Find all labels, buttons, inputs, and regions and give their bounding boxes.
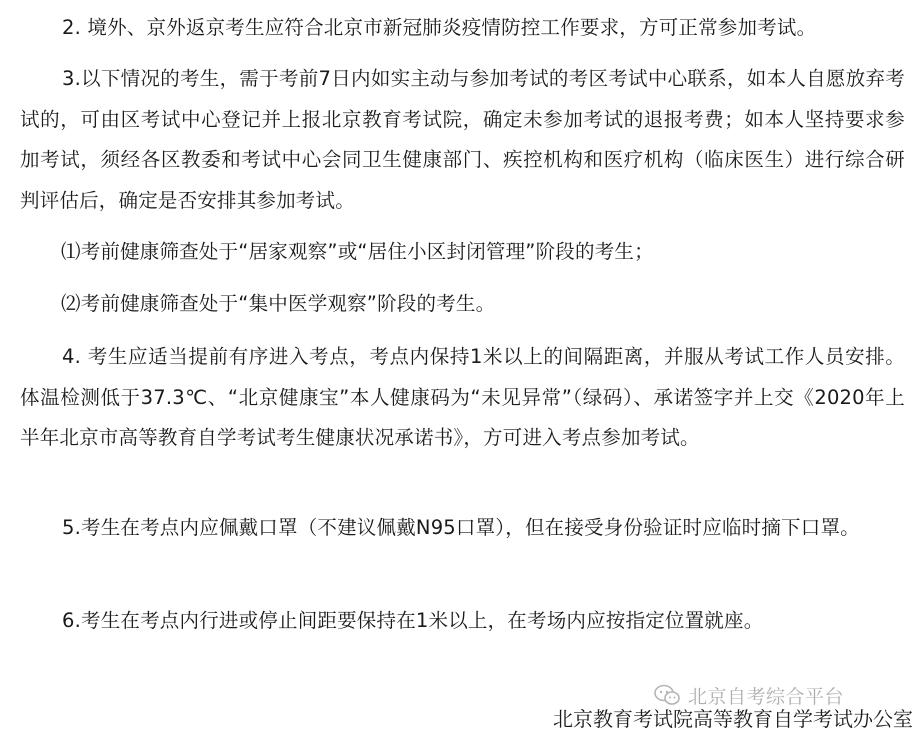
paragraph-4: 4. 考生应适当提前有序进入考点，考点内保持1米以上的间隔距离，并服从考试工作人员安排。体温检测低于37.3℃、“北京健康宝”本人健康码为“未见异常”（绿码）、承诺签字并上交《2020年上半年北京市高等教育自学考试考生健康状况承诺书》，方可进入考点参加考试。: [20, 345, 905, 449]
paragraph-6: 6.考生在考点内行进或停止间距要保持在1米以上，在考场内应按指定位置就座。: [62, 609, 764, 632]
paragraph-3: 3.以下情况的考生，需于考前7日内如实主动与参加考试的考区考试中心联系，如本人自愿放弃考试的，可由区考试中心登记并上报北京教育考试院，确定未参加考试的退报考费；如本人坚持要求参加考试，须经各区教委和考试中心会同卫生健康部门、疾控机构和医疗机构（临床医生）进行综合研判评估后，确定是否安排其参加考试。: [20, 67, 905, 212]
signature: 北京教育考试院高等教育自学考试办公室: [553, 707, 913, 731]
watermark-text: 北京自考综合平台: [688, 685, 845, 708]
sub-item-2: ⑵考前健康筛查处于“集中医学观察”阶段的考生。: [61, 292, 496, 315]
sub-item-1: ⑴考前健康筛查处于“居家观察”或“居住小区封闭管理”阶段的考生；: [61, 240, 654, 263]
paragraph-5: 5.考生在考点内应佩戴口罩（不建议佩戴N95口罩），但在接受身份验证时应临时摘下口罩。: [62, 516, 860, 539]
paragraph-2: 2. 境外、京外返京考生应符合北京市新冠肺炎疫情防控工作要求，方可正常参加考试。: [62, 16, 817, 39]
